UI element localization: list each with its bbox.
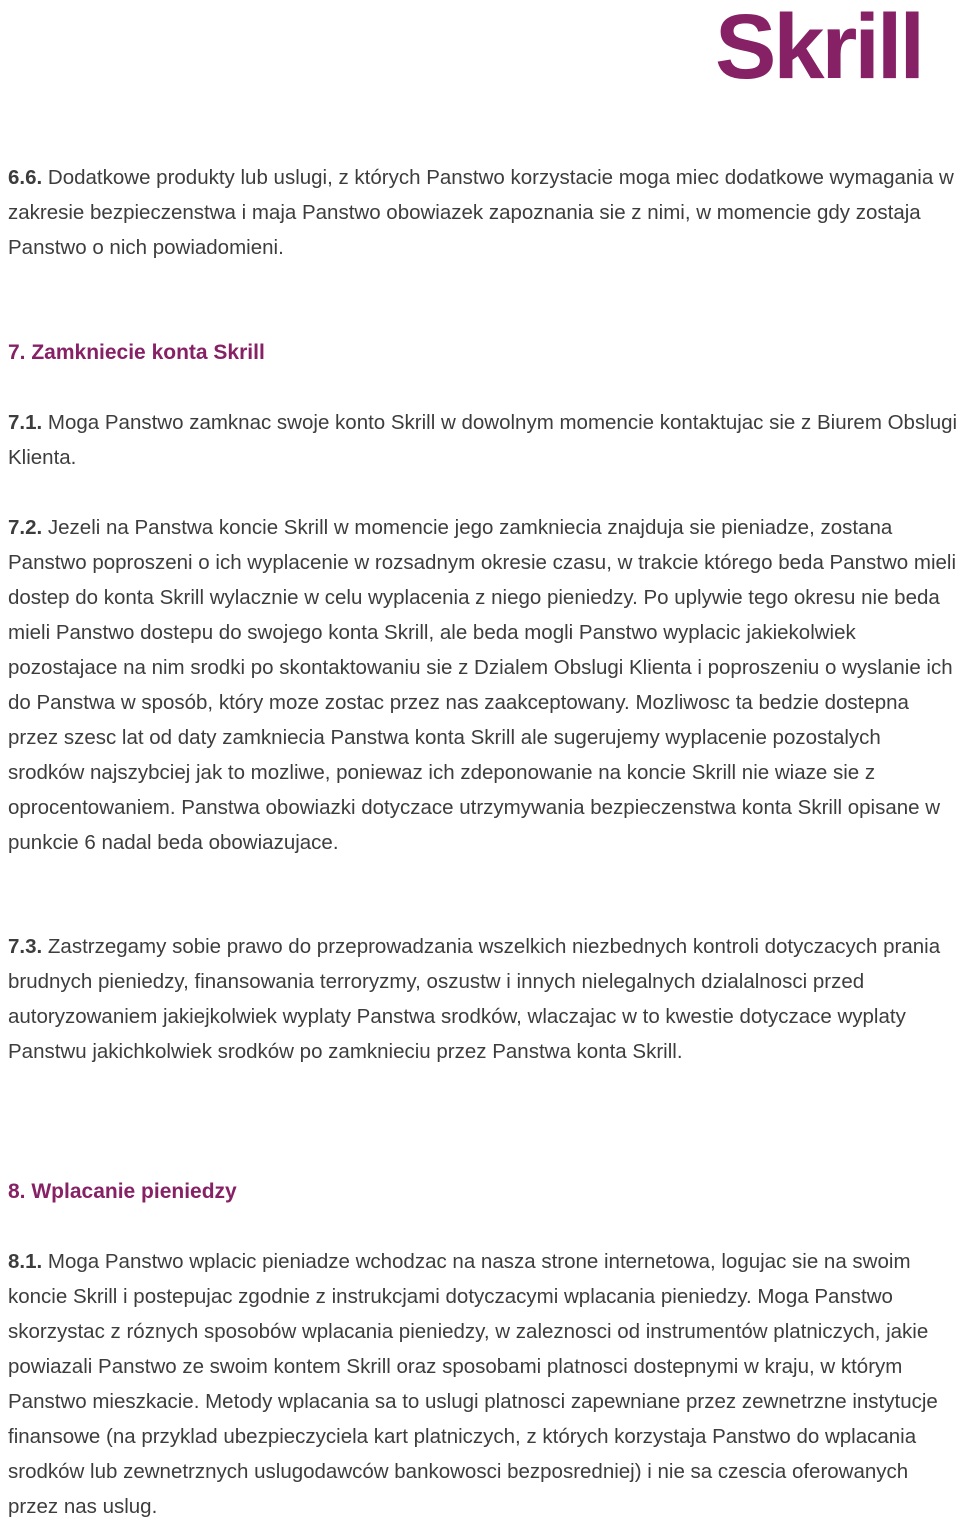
paragraph-6-6 bbox=[8, 160, 958, 265]
section-heading-7: 7. Zamkniecie konta Skrill bbox=[8, 341, 265, 364]
clause-number: 6.6. bbox=[8, 166, 43, 189]
paragraph-7-1 bbox=[8, 405, 958, 475]
skrill-logo: Skrill bbox=[714, 0, 922, 98]
clause-number: 7.3. bbox=[8, 935, 43, 958]
clause-number: 7.2. bbox=[8, 516, 43, 539]
clause-number: 8.1. bbox=[8, 1250, 43, 1273]
clause-text: Moga Panstwo wplacic pieniadze wchodzac na nasza strone internetowa, logujac sie na swoim koncie Skrill i postepujac zgodnie z instrukcjami dotyczacymi wplacania pieniedzy. Moga Panstwo skorzystac z róznych sposobów wplacania pieniedzy, w zaleznosci od instrumentów platniczych, jakie powiazali Panstwo ze swoim kontem Skrill oraz sposobami platnosci dostepnymi w kraju, w którym Panstwo mieszkacie. Metody wplacania sa to uslugi platnosci zapewniane przez zewnetrzne instytucje finansowe (na przyklad ubezpieczyciela kart platniczych, z których korzystaja Panstwo do wplacania srodków lub zewnetrznych uslugodawców bankowosci bezposredniej) i nie sa czescia oferowanych przez nas uslug. bbox=[8, 1250, 938, 1518]
clause-text: Zastrzegamy sobie prawo do przeprowadzania wszelkich niezbednych kontroli dotyczacych prania brudnych pieniedzy, finansowania terroryzmy, oszustw i innych nielegalnych dzialalnosci przed autoryzowaniem jakiejkolwiek wyplaty Panstwa srodków, wlaczajac w to kwestie dotyczace wyplaty Panstwu jakichkolwiek srodków po zamknieciu przez Panstwa konta Skrill. bbox=[8, 935, 941, 1063]
clause-text: Jezeli na Panstwa koncie Skrill w momencie jego zamkniecia znajduja sie pieniadze, zostana Panstwo poproszeni o ich wyplacenie w rozsadnym okresie czasu, w trakcie którego beda Panstwo mieli dostep do konta Skrill wylacznie w celu wyplacenia z niego pieniedzy. Po uplywie tego okresu nie beda mieli Panstwo dostepu do swojego konta Skrill, ale beda mogli Panstwo wyplacic jakiekolwiek pozostajace na nim srodki po skontaktowaniu sie z Dzialem Obslugi Klienta i poproszeniu o wyslanie ich do Panstwa w sposób, który moze zostac przez nas zaakceptowany. Mozliwosc ta bedzie dostepna przez szesc lat od daty zamkniecia Panstwa konta Skrill ale sugerujemy wyplacenie pozostalych srodków najszybciej jak to mozliwe, poniewaz ich zdeponowanie na koncie Skrill nie wiaze sie z oprocentowaniem. Panstwa obowiazki dotyczace utrzymywania bezpieczenstwa konta Skrill opisane w punkcie 6 nadal beda obowiazujace. bbox=[8, 516, 957, 854]
clause-text: Dodatkowe produkty lub uslugi, z których Panstwo korzystacie moga miec dodatkowe wymagania w zakresie bezpieczenstwa i maja Panstwo obowiazek zapoznania sie z nimi, w momencie gdy zostaja Panstwo o nich powiadomieni. bbox=[8, 166, 954, 259]
section-heading-8: 8. Wplacanie pieniedzy bbox=[8, 1180, 237, 1203]
paragraph-8-1 bbox=[8, 1244, 958, 1524]
paragraph-7-2 bbox=[8, 510, 958, 860]
clause-number: 7.1. bbox=[8, 411, 43, 434]
paragraph-7-3 bbox=[8, 929, 958, 1069]
clause-text: Moga Panstwo zamknac swoje konto Skrill w dowolnym momencie kontaktujac sie z Biurem Obslugi Klienta. bbox=[8, 411, 958, 469]
